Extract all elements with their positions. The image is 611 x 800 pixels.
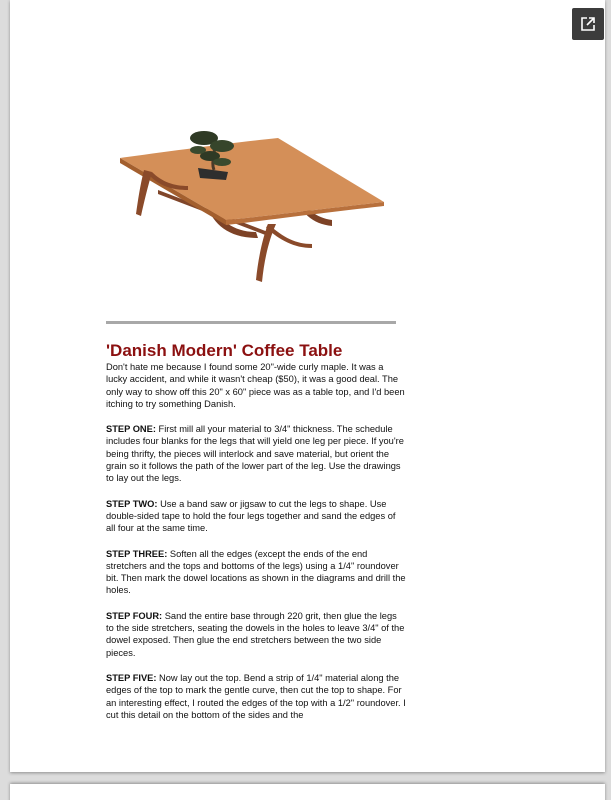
- step-text: Sand the entire base through 220 grit, then glue the legs to the side stretchers, seating the dowels in the holes to leave 3/4" of the dowel exposed. Then glue the end stretchers between the two side pieces.: [106, 610, 405, 658]
- bonsai-foliage: [213, 158, 231, 166]
- step-paragraph: [106, 423, 406, 484]
- step-label: STEP ONE:: [106, 424, 156, 435]
- bonsai-foliage: [190, 146, 206, 154]
- bonsai-foliage: [210, 140, 234, 152]
- step-text: Soften all the edges (except the ends of the end stretchers and the tops and bottoms of the legs) using a 1/4" roundover bit. Then mark the dowel locations as shown in the diagrams and drill the holes.: [106, 548, 406, 596]
- step-label: STEP TWO:: [106, 498, 158, 509]
- article-body: [106, 340, 406, 734]
- step-paragraph: [106, 672, 406, 721]
- step-label: STEP THREE:: [106, 548, 168, 559]
- step-text: Use a band saw or jigsaw to cut the legs to shape. Use double-sided tape to hold the four legs together and sand the edges of all four at the same time.: [106, 498, 396, 534]
- step-paragraph: [106, 548, 406, 597]
- step-text: Now lay out the top. Bend a strip of 1/4" material along the edges of the top to mark the gentle curve, then cut the top to shape. For an interesting effect, I routed the edges of the top with a 1/2" roundover. I cut this detail on the bottom of the sides and the: [106, 672, 406, 720]
- document-page: [10, 0, 605, 772]
- open-in-new-window-button[interactable]: [572, 8, 604, 40]
- step-label: STEP FOUR:: [106, 610, 163, 621]
- open-in-new-icon: [581, 17, 595, 31]
- step-label: STEP FIVE:: [106, 672, 157, 683]
- coffee-table-photo: [118, 120, 390, 300]
- step-paragraph: [106, 610, 406, 659]
- step-paragraph: [106, 498, 406, 535]
- table-front-leg: [136, 170, 152, 216]
- step-text: First mill all your material to 3/4" thickness. The schedule includes four blanks for the legs that will yield one leg per piece. If you're being thrifty, the pieces will interlock and save material, but orient the grain so it follows the path of the lower part of the leg. Use the drawings to lay out the legs.: [106, 424, 404, 484]
- horizontal-divider: [106, 321, 396, 324]
- article-title: 'Danish Modern' Coffee Table: [106, 341, 343, 360]
- intro-paragraph: Don't hate me because I found some 20"-wide curly maple. It was a lucky accident, and while it wasn't cheap ($50), it was a good deal. The only way to show off this 20" x 60" piece was as a table top, and I'd been itching to try something Danish.: [106, 362, 405, 409]
- next-document-page: [10, 784, 605, 800]
